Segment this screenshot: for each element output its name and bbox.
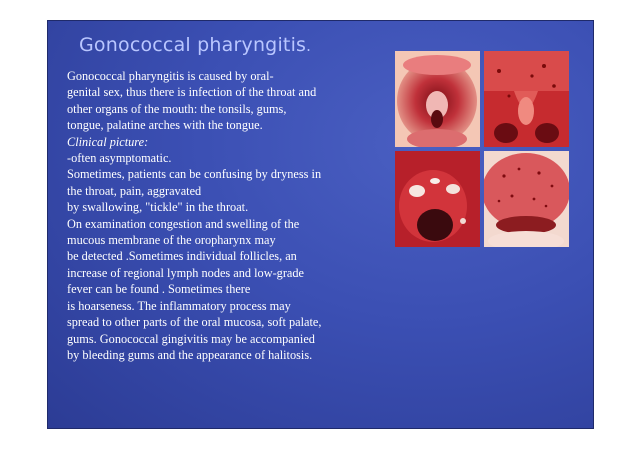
body-line: by bleeding gums and the appearance of halitosis. — [67, 347, 313, 362]
throat-photo-3 — [395, 151, 480, 247]
body-line: by swallowing, "tickle" in the throat. — [67, 200, 249, 215]
body-line: be detected .Sometimes individual follicles, an — [67, 249, 297, 264]
slide-title-period: . — [306, 37, 312, 55]
body-line: On examination congestion and swelling of the — [67, 216, 300, 231]
body-line: other organs of the mouth: the tonsils, gums, — [67, 101, 287, 116]
throat-photo-1 — [395, 51, 480, 147]
body-line: increase of regional lymph nodes and low-grade — [67, 265, 304, 280]
slide-title — [79, 34, 311, 56]
photo-grid — [395, 51, 569, 247]
body-line: is hoarseness. The inflammatory process may — [67, 298, 291, 313]
slide-body — [67, 68, 387, 363]
body-line: tongue, palatine arches with the tongue. — [67, 118, 263, 133]
throat-photo-2 — [484, 51, 569, 147]
body-line: Sometimes, patients can be confusing by dryness in — [67, 167, 322, 182]
body-line: spread to other parts of the oral mucosa, soft palate, — [67, 315, 322, 330]
body-line: gums. Gonococcal gingivitis may be accompanied — [67, 331, 315, 346]
clinical-picture-heading: Clinical picture: — [67, 134, 149, 149]
body-line: Gonococcal pharyngitis is caused by oral- — [67, 69, 274, 83]
slide — [47, 20, 594, 429]
throat-photo-4 — [484, 151, 569, 247]
body-line: fever can be found . Sometimes there — [67, 282, 251, 297]
body-line: -often asymptomatic. — [67, 151, 172, 166]
body-line: genital sex, thus there is infection of the throat and — [67, 85, 317, 100]
body-line: the throat, pain, aggravated — [67, 183, 202, 198]
slide-title-text: Gonococcal pharyngitis — [79, 34, 307, 56]
body-line: mucous membrane of the oropharynx may — [67, 233, 276, 248]
